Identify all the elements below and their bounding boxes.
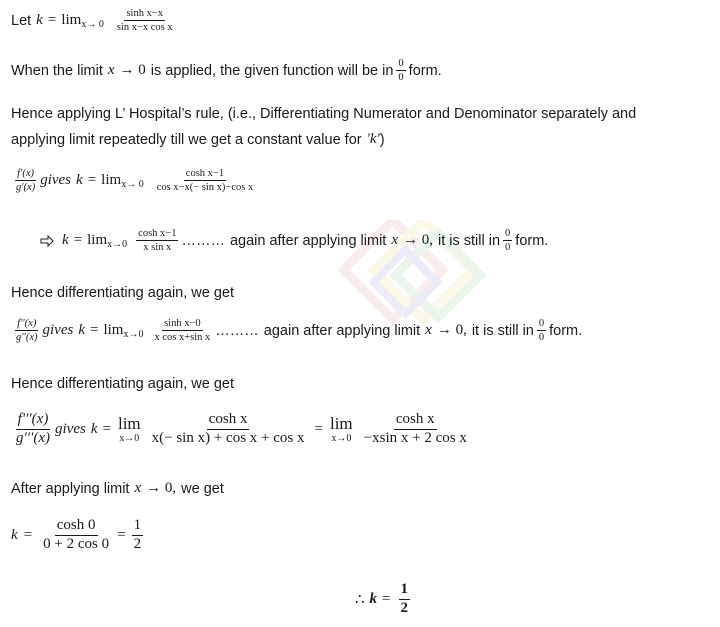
k-variable: k: [90, 420, 98, 437]
gives-word: gives: [40, 172, 72, 189]
x-variable: x: [134, 480, 142, 496]
fraction-numerator: sinh x−0: [162, 318, 203, 331]
limit-fraction: [136, 228, 178, 253]
line-text: When the limit: [11, 62, 103, 79]
lim-subscript: x→0: [331, 432, 352, 444]
lim-subscript: x→0: [123, 329, 144, 341]
evaluation-fraction: [41, 518, 111, 553]
x-variable: x: [391, 232, 398, 249]
equals-sign: =: [102, 420, 111, 437]
fraction-denominator: 0 + 2 cos 0: [43, 535, 110, 552]
lim-operator: lim: [101, 172, 122, 189]
second-derivative-line: [11, 318, 582, 343]
line-text: it is still in: [471, 322, 534, 339]
limit-fraction: [155, 168, 256, 193]
fraction-numerator: 0: [537, 318, 546, 331]
derivative-ratio: [14, 168, 37, 193]
line-text: Hence differentiating again, we get: [11, 376, 235, 392]
limit-fraction: [115, 8, 175, 33]
result-fraction: [132, 518, 144, 553]
gives-word: gives: [55, 420, 86, 437]
fraction-denominator: −xsin x + 2 cos x: [363, 429, 467, 446]
limit-fraction: [150, 412, 307, 447]
fraction-numerator: 1: [399, 582, 411, 600]
k-variable: k: [11, 526, 18, 543]
fraction-numerator: cosh x−1: [184, 168, 226, 181]
simplified-limit-line: [40, 228, 548, 253]
ellipsis: ………: [181, 232, 225, 249]
k-variable: k: [62, 232, 69, 249]
fraction-denominator: cos x−x(− sin x)−cos x: [156, 182, 254, 194]
definition-line: [11, 8, 178, 33]
x-variable: x: [425, 322, 432, 339]
third-derivative-line: [11, 412, 472, 447]
fraction-numerator: cosh 0: [55, 518, 98, 536]
equals-sign: =: [87, 172, 97, 189]
line-text: After applying limit: [11, 480, 130, 497]
fraction-numerator: f′′(x): [15, 318, 38, 331]
final-answer: [355, 582, 413, 617]
lim-subscript: x→0: [119, 432, 140, 444]
limit-stacked: [330, 415, 353, 444]
line-text: it is still in: [438, 232, 501, 249]
fraction-denominator: g′′(x): [16, 332, 38, 344]
zero-over-zero: [537, 318, 546, 343]
lim-operator: lim: [329, 413, 353, 433]
lim-operator: lim: [61, 12, 82, 29]
lim-subscript: x→ 0: [81, 19, 104, 31]
fraction-denominator: g′′′(x): [16, 429, 50, 446]
limit-arrow: → 0,: [436, 322, 467, 339]
equals-sign: =: [90, 322, 99, 339]
lim-operator: lim: [117, 413, 141, 433]
after-limit-line: [11, 480, 224, 497]
line-text: again after applying limit: [229, 232, 387, 249]
differentiate-again-line: [11, 285, 234, 301]
therefore-symbol: ∴: [355, 591, 365, 608]
line-text: Hence applying L’ Hospital’s rule, (i.e., Differentiating Numerator and Denominator separately and: [11, 106, 637, 122]
fraction-denominator: x sin x: [143, 242, 172, 254]
line-text: again after applying limit: [263, 322, 421, 339]
fraction-denominator: x cos x+sin x: [154, 332, 211, 344]
line-text: we get: [181, 480, 224, 497]
line-text: form.: [515, 232, 549, 249]
line-text: form.: [549, 322, 583, 339]
equals-sign: =: [314, 420, 323, 437]
line-text: is applied, the given function will be in: [150, 62, 394, 79]
limit-arrow: → 0,: [403, 232, 433, 249]
k-variable: k: [36, 12, 43, 29]
k-variable: 'k': [366, 131, 380, 147]
fraction-denominator: 0: [505, 242, 511, 254]
let-word: Let: [11, 12, 32, 29]
lim-operator: lim: [87, 232, 108, 249]
fraction-numerator: 1: [132, 518, 144, 536]
lim-subscript: x→0: [107, 239, 128, 251]
lim-operator: lim: [103, 322, 124, 339]
fraction-denominator: x(− sin x) + cos x + cos x: [151, 429, 305, 446]
line-text: applying limit repeatedly till we get a constant value for: [11, 131, 362, 148]
fraction-numerator: cosh x: [207, 412, 250, 430]
limit-arrow: → 0: [119, 62, 146, 79]
k-variable: k: [78, 322, 85, 339]
fraction-numerator: cosh x: [394, 412, 437, 430]
fraction-numerator: cosh x−1: [136, 228, 178, 241]
line-text: ): [379, 131, 385, 148]
implies-arrow-icon: [40, 235, 54, 247]
zero-form-line: [11, 58, 442, 83]
lim-subscript: x→ 0: [121, 179, 144, 191]
limit-fraction: [362, 412, 469, 447]
line-text: form.: [408, 62, 442, 79]
fraction-denominator: 2: [400, 599, 409, 616]
differentiate-again-line: [11, 376, 234, 392]
derivative-ratio: [14, 318, 40, 343]
hospital-rule-line: [11, 106, 636, 122]
k-variable: k: [369, 590, 378, 607]
fraction-denominator: 0: [538, 332, 545, 344]
zero-over-zero: [396, 58, 405, 83]
evaluation-line: [11, 518, 146, 553]
limit-fraction: [152, 318, 212, 343]
final-fraction: [399, 582, 411, 617]
first-derivative-line: [11, 168, 258, 193]
equals-sign: =: [382, 590, 391, 607]
fraction-numerator: f′(x): [15, 168, 36, 181]
zero-over-zero: [503, 228, 512, 253]
fraction-denominator: 0: [398, 72, 404, 84]
fraction-denominator: g′(x): [16, 182, 36, 194]
equals-sign: =: [117, 526, 126, 543]
equals-sign: =: [47, 12, 57, 29]
ellipsis: ………: [215, 322, 259, 339]
fraction-numerator: 0: [396, 58, 405, 71]
fraction-denominator: sin x−x cos x: [116, 22, 173, 34]
derivative-ratio: [14, 412, 52, 447]
limit-stacked: [118, 415, 141, 444]
hospital-rule-line-cont: [11, 131, 385, 148]
equals-sign: =: [73, 232, 83, 249]
fraction-numerator: f′′′(x): [16, 412, 51, 430]
k-variable: k: [76, 172, 83, 189]
fraction-denominator: 2: [133, 535, 142, 552]
equals-sign: =: [23, 526, 33, 543]
fraction-numerator: sinh x−x: [124, 8, 165, 21]
x-variable: x: [107, 62, 115, 79]
fraction-numerator: 0: [503, 228, 512, 241]
gives-word: gives: [42, 322, 74, 339]
line-text: Hence differentiating again, we get: [11, 285, 235, 301]
limit-arrow: → 0,: [146, 480, 177, 496]
